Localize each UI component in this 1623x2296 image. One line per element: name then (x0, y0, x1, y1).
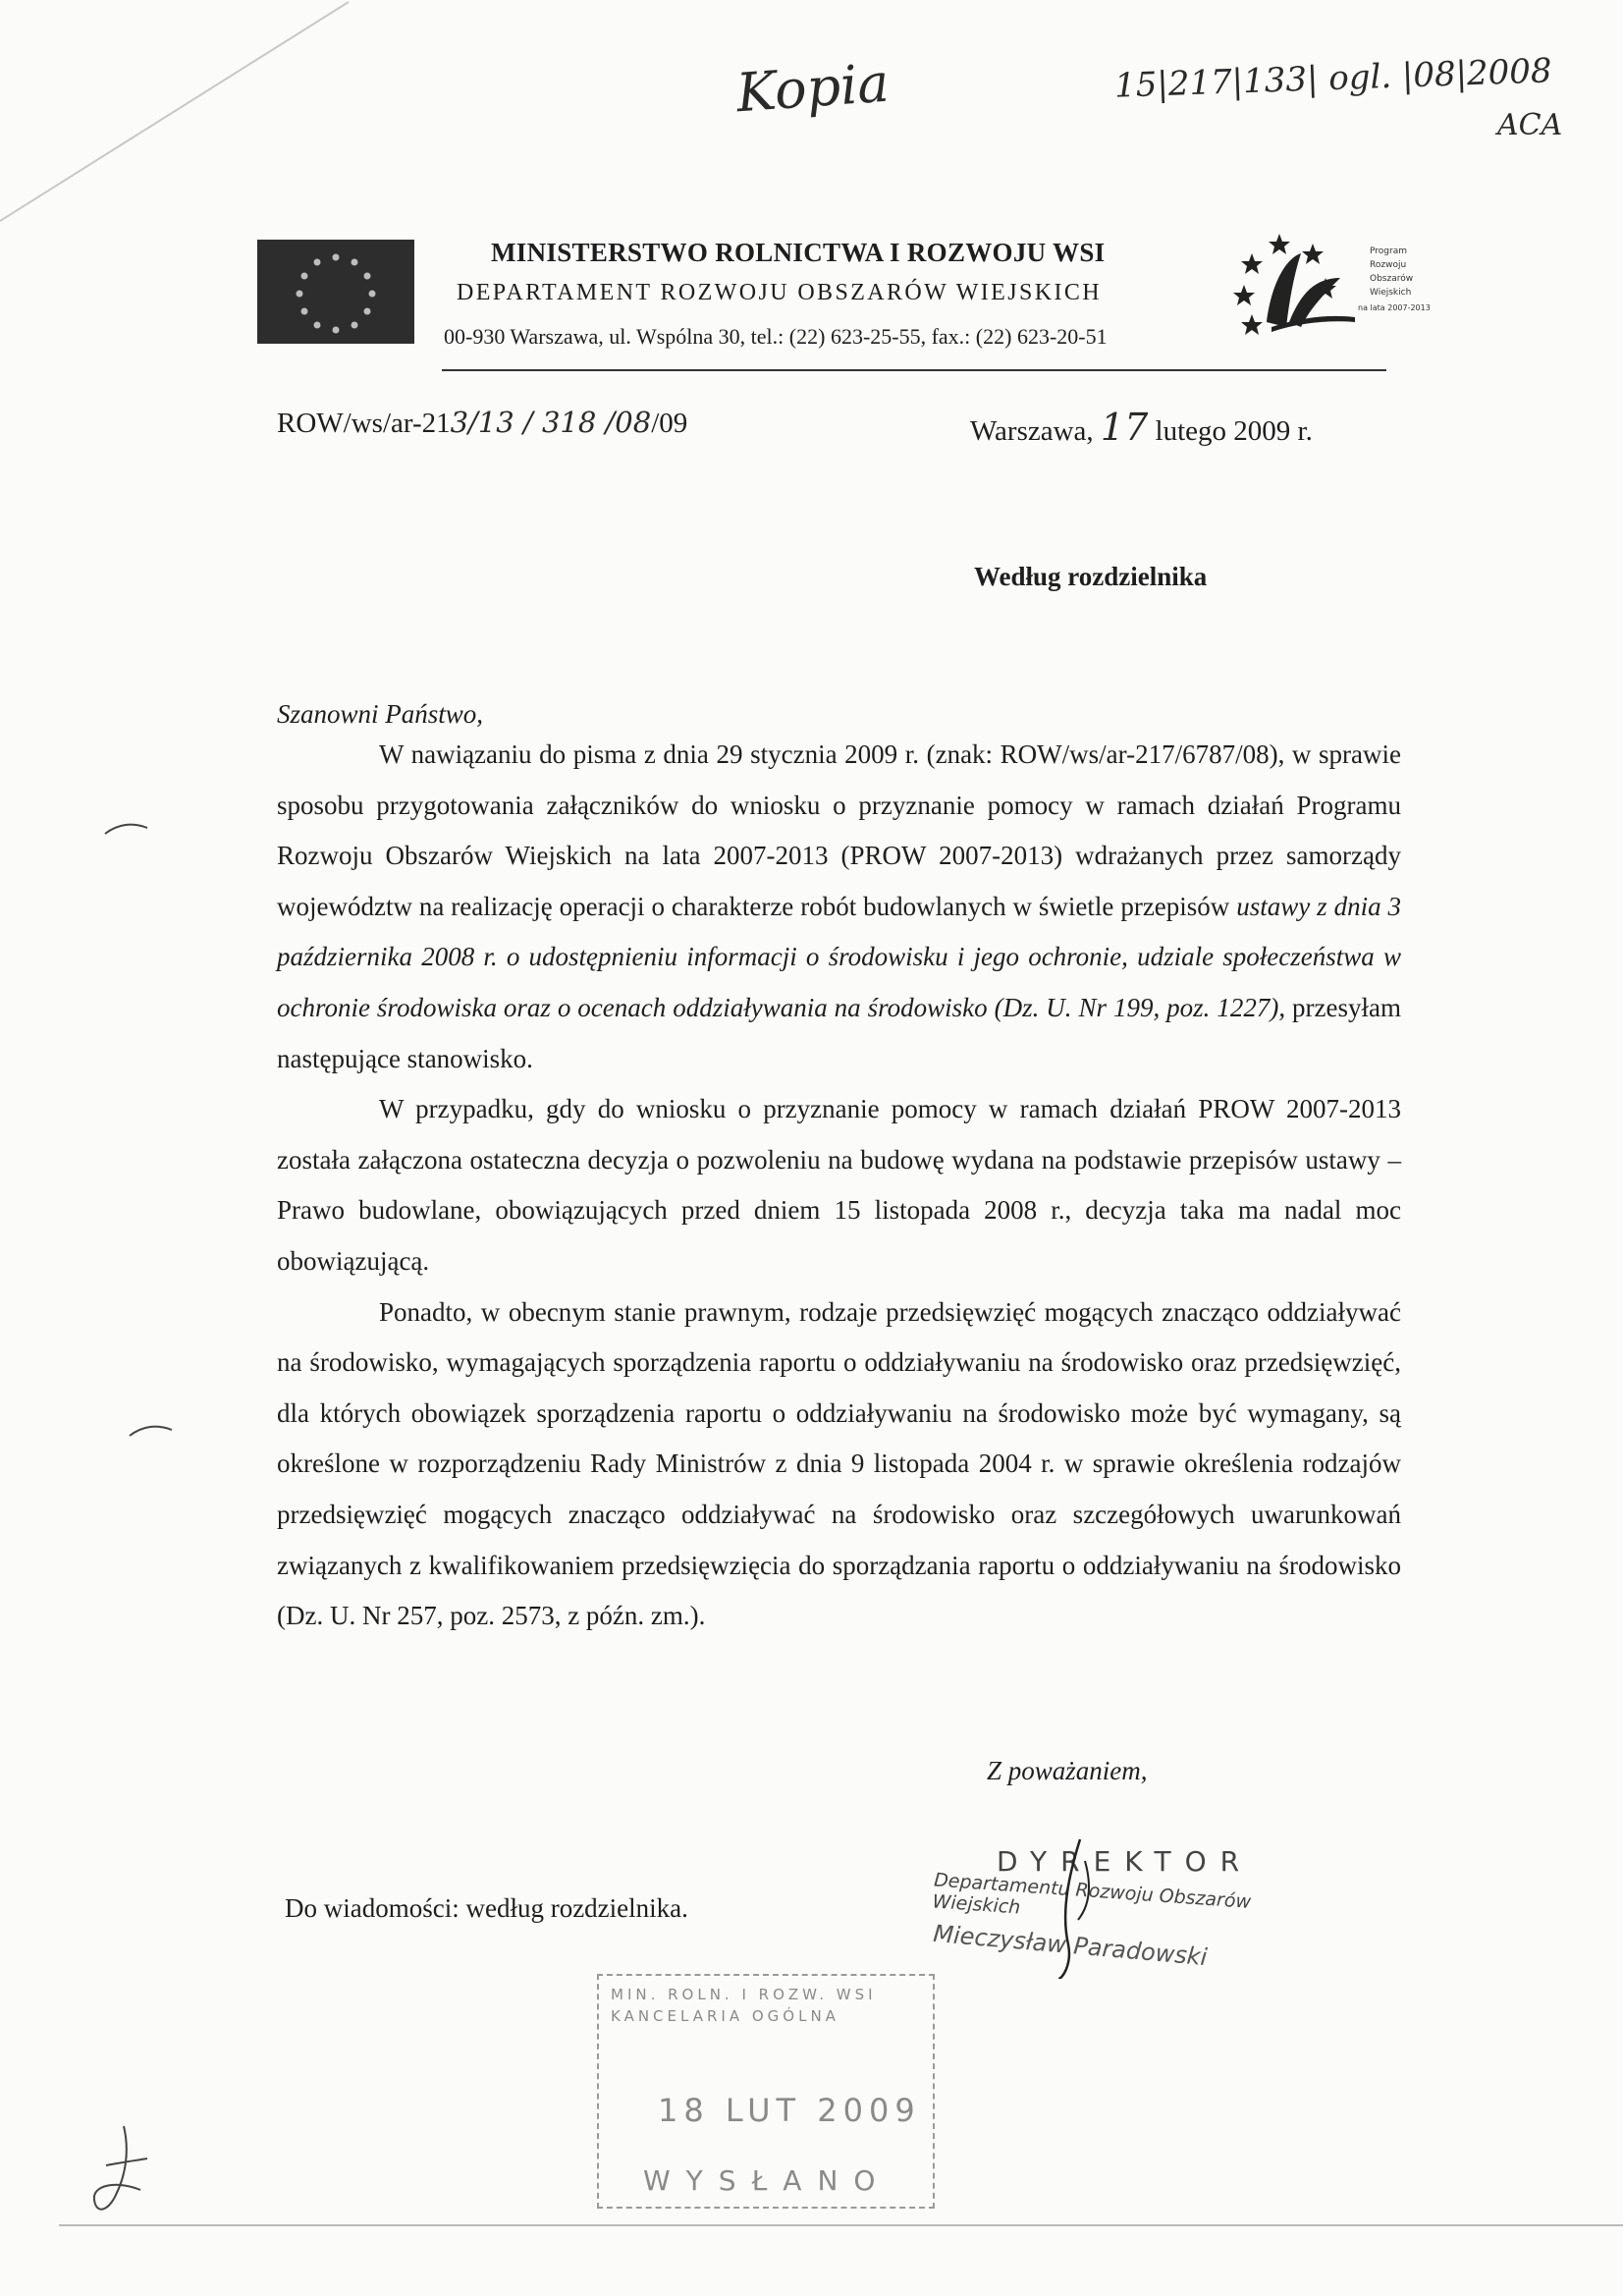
cc-line: Do wiadomości: według rozdzielnika. (285, 1893, 688, 1923)
recipient-line: Według rozdzielnika (974, 562, 1208, 591)
scan-bottom-edge (59, 2224, 1623, 2226)
signature-title: DYREKTOR (997, 1845, 1254, 1878)
sent-stamp-date: 18 LUT 2009 (658, 2092, 921, 2129)
director-signature-stamp (923, 1831, 1316, 1979)
margin-initial-mark (86, 2121, 165, 2219)
reference-suffix: /09 (651, 408, 688, 439)
eu-flag-logo (257, 240, 414, 344)
p1-text-a: W nawiązaniu do pisma z dnia 29 stycznia 2009 r. (znak: ROW/ws/ar-217/6787/08), w sprawie sposobu przygotowania załączników do wniosku o przyznanie pomocy w ramach działań Programu Rozwoju Obszarów Wiejskich na lata 2007-2013 (PROW 2007-2013) wdrażanych przez samorządy województw na realizację operacji o charakterze robót budowlanych w świetle przepisów (277, 739, 1401, 921)
document-reference (277, 406, 687, 440)
closing-formula: Z poważaniem, (987, 1756, 1148, 1785)
prow-program-logo (1232, 224, 1434, 337)
handwritten-copy-note: Kopia (733, 51, 892, 125)
salutation: Szanowni Państwo, (277, 699, 484, 729)
date-rest: lutego 2009 r. (1155, 415, 1313, 447)
p1-text-b: przesyłam następujące stanowisko. (277, 992, 1402, 1073)
signature-name: Mieczysław Paradowski (932, 1919, 1209, 1972)
reference-prefix: ROW/ws/ar-21 (277, 408, 451, 439)
svg-text:Program: Program (1370, 246, 1407, 256)
svg-text:Rozwoju: Rozwoju (1370, 260, 1407, 270)
letter-body (277, 730, 1401, 1642)
margin-tick-mark (128, 1422, 177, 1442)
margin-tick-mark (103, 820, 152, 840)
svg-text:Wiejskich: Wiejskich (1370, 288, 1412, 298)
sent-stamp-label: WYSŁANO (643, 2164, 892, 2197)
svg-text:Obszarów: Obszarów (1370, 274, 1414, 284)
ministry-address: 00-930 Warszawa, ul. Wspólna 30, tel.: (22) 623-25-55, fax.: (22) 623-20-51 (444, 324, 1108, 349)
svg-text:na lata 2007-2013: na lata 2007-2013 (1358, 303, 1431, 312)
sent-stamp-unit: KANCELARIA OGÓLNA (611, 2007, 839, 2025)
department-name: DEPARTAMENT ROZWOJU OBSZARÓW WIEJSKICH (457, 280, 1102, 305)
header-divider (442, 369, 1386, 371)
body-paragraph-2: W przypadku, gdy do wniosku o przyznanie pomocy w ramach działań PROW 2007-2013 została załączona ostateczna decyzja o pozwoleniu na budowę wydana na podstawie przepisów ustawy – Prawo budowlane, obowiązujących przed dniem 15 listopada 2008 r., decyzja taka ma nadal moc obowiązującą. (277, 1094, 1401, 1276)
document-date (970, 406, 1313, 449)
handwritten-reference-insert: 3/13 / 318 /08 (450, 406, 652, 439)
date-city: Warszawa, (970, 415, 1094, 447)
sent-stamp (597, 1974, 935, 2209)
sent-stamp-office: MIN. ROLN. I ROZW. WSI (611, 1986, 877, 2003)
body-paragraph-3: Ponadto, w obecnym stanie prawnym, rodzaje przedsięwzięć mogących znacząco oddziaływać na środowisko, wymagających sporządzenia raportu o oddziaływaniu na środowisko oraz przedsięwzięć, dla których obowiązek sporządzenia raportu o oddziaływaniu na środowisko może być wymagany, są określone w rozporządzeniu Rady Ministrów z dnia 9 listopada 2004 r. w sprawie określenia rodzajów przedsięwzięć mogących znacząco oddziaływać na środowisko oraz szczegółowych uwarunkowań związanych z kwalifikowaniem przedsięwzięcia do sporządzania raportu o oddziaływaniu na środowisko (Dz. U. Nr 257, poz. 2573, z późn. zm.). (277, 1296, 1401, 1631)
handwritten-corner-note: ACA (1497, 108, 1563, 142)
handwritten-reference-note: 15|217|133| ogl. |08|2008 (1113, 51, 1553, 106)
signature-scribble (923, 1831, 1316, 1979)
scan-edge-line (0, 0, 353, 226)
handwritten-day: 17 (1100, 406, 1149, 449)
signature-department: Departamentu Rozwoju Obszarów Wiejskich (931, 1869, 1252, 1919)
ministry-name: MINISTERSTWO ROLNICTWA I ROZWOJU WSI (491, 238, 1106, 267)
p1-law-citation: ustawy z dnia 3 października 2008 r. o udostępnieniu informacji o środowisku i jego ochronie, udziale społeczeństwa w ochronie środowiska oraz o ocenach oddziaływania na środowisko (Dz. U. Nr 199, poz. 1227), (277, 891, 1401, 1022)
body-paragraph-1 (277, 730, 1401, 1084)
